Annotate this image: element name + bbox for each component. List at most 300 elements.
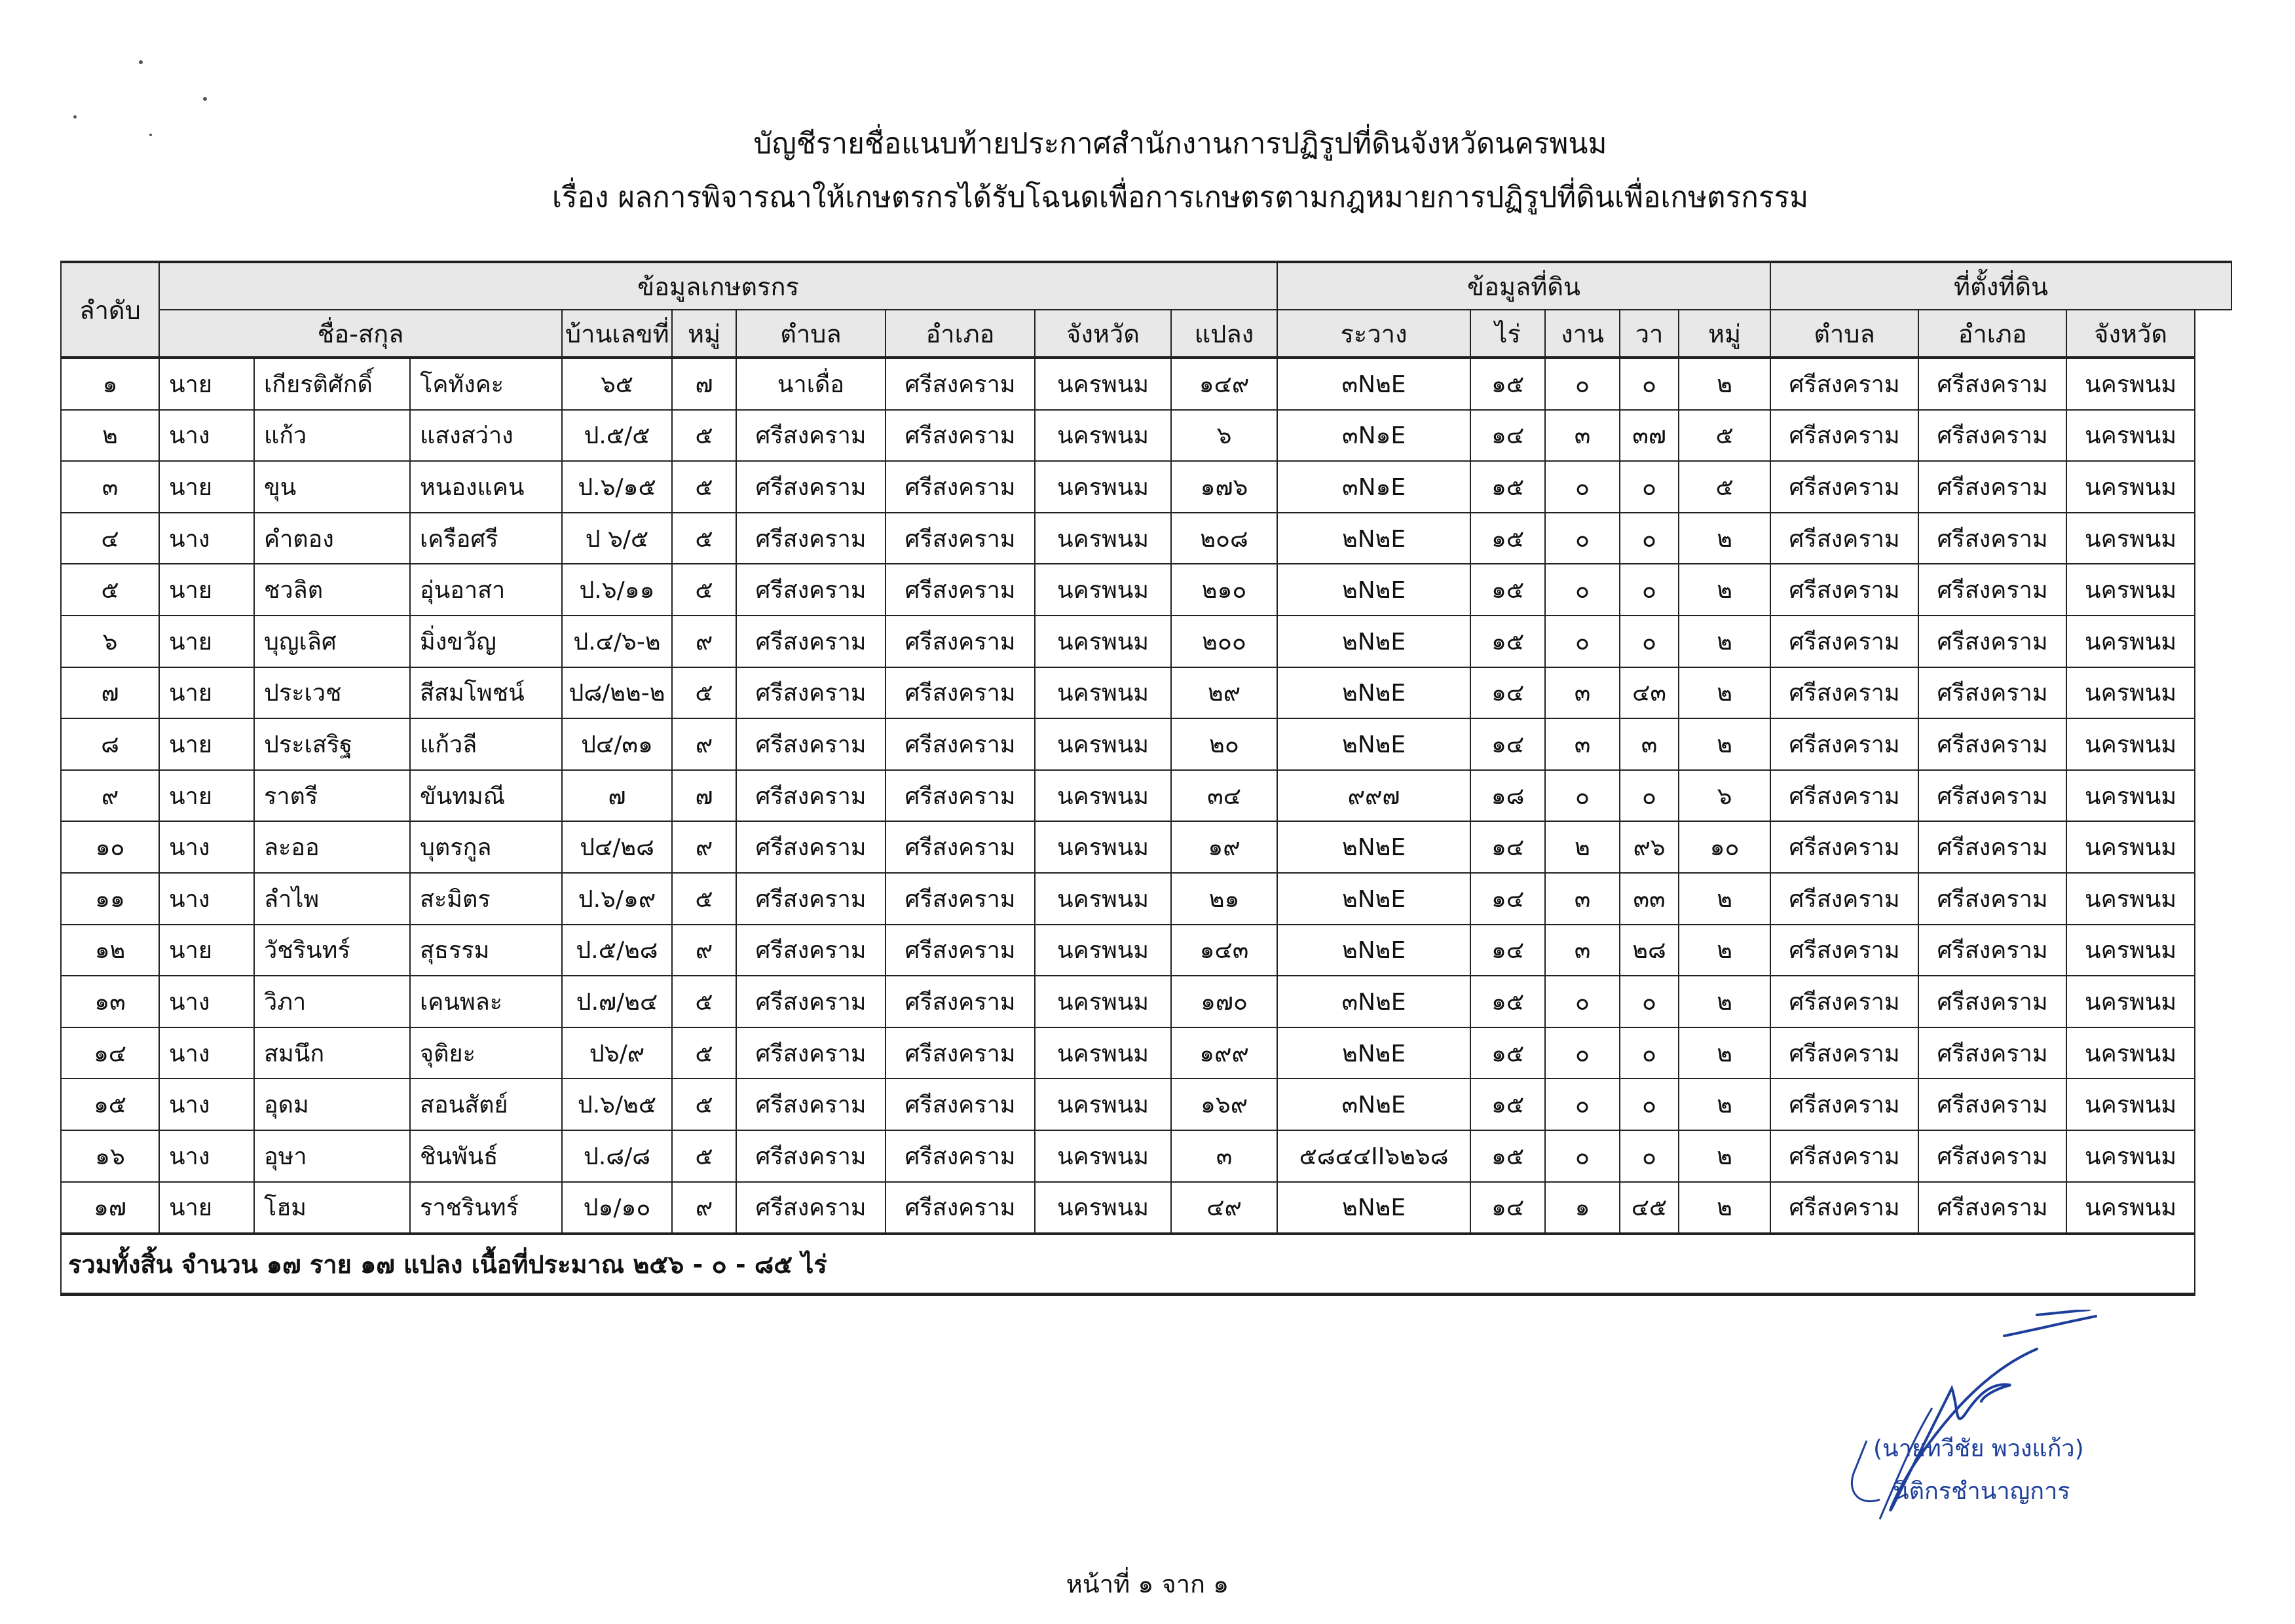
house-no-header: บ้านเลขที่ [562, 310, 672, 358]
rai-cell: ๑๕ [1470, 1079, 1545, 1130]
ngan-cell: ๓ [1545, 873, 1620, 925]
table-row [61, 513, 2231, 564]
moo-cell: ๕ [672, 1079, 736, 1130]
location-tambon-cell: ศรีสงคราม [1770, 410, 1918, 462]
moo-cell: ๙ [672, 616, 736, 667]
amphoe-cell: ศรีสงคราม [886, 616, 1035, 667]
map-sheet: ๒N๒E [1277, 925, 1470, 976]
house-number: ป.๖/๒๕ [562, 1079, 672, 1130]
last-name: บุตรกูล [410, 821, 562, 873]
wa-cell: ๐ [1620, 461, 1679, 513]
moo-cell: ๕ [672, 667, 736, 719]
ngan-header: งาน [1545, 310, 1620, 358]
moo-cell: ๙ [672, 1182, 736, 1234]
document-header [0, 124, 2295, 217]
map-sheet: ๒N๒E [1277, 718, 1470, 770]
rai-cell: ๑๕ [1470, 1027, 1545, 1079]
moo-cell: ๕ [672, 410, 736, 462]
table-row [61, 461, 2231, 513]
last-name: โคทังคะ [410, 358, 562, 410]
amphoe-cell: ศรีสงคราม [886, 718, 1035, 770]
amphoe-cell: ศรีสงคราม [886, 564, 1035, 616]
location-province-cell: นครพนม [2066, 925, 2195, 976]
location-tambon-cell: ศรีสงคราม [1770, 1027, 1918, 1079]
wa-cell: ๓ [1620, 718, 1679, 770]
province-cell: นครพนม [1035, 564, 1171, 616]
location-moo-header: หมู่ [1679, 310, 1770, 358]
map-sheet: ๒N๒E [1277, 513, 1470, 564]
last-name: เครือศรี [410, 513, 562, 564]
location-amphoe-cell: ศรีสงคราม [1918, 461, 2066, 513]
location-province-cell: นครพนม [2066, 1027, 2195, 1079]
first-name: ละออ [254, 821, 410, 873]
land-location-header: ที่ตั้งที่ดิน [1770, 262, 2231, 310]
table-row [61, 564, 2231, 616]
house-number: ๗ [562, 770, 672, 822]
tambon-cell: ศรีสงคราม [736, 410, 886, 462]
location-amphoe-cell: ศรีสงคราม [1918, 1182, 2066, 1234]
name-title: นาย [159, 1182, 254, 1234]
row-number: ๑๒ [61, 925, 159, 976]
wa-cell: ๐ [1620, 1027, 1679, 1079]
province-cell: นครพนม [1035, 1130, 1171, 1182]
row-number: ๙ [61, 770, 159, 822]
location-amphoe-cell: ศรีสงคราม [1918, 976, 2066, 1027]
name-title: นาง [159, 1130, 254, 1182]
last-name: มิ่งขวัญ [410, 616, 562, 667]
moo-cell: ๕ [672, 1027, 736, 1079]
last-name: สะมิตร [410, 873, 562, 925]
province-cell: นครพนม [1035, 461, 1171, 513]
ngan-cell: ๓ [1545, 718, 1620, 770]
ngan-cell: ๑ [1545, 1182, 1620, 1234]
first-name: ราตรี [254, 770, 410, 822]
location-moo-cell: ๒ [1679, 976, 1770, 1027]
house-number: ป.๖/๑๕ [562, 461, 672, 513]
row-number: ๑ [61, 358, 159, 410]
location-province-cell: นครพนม [2066, 1130, 2195, 1182]
house-number: ป.๗/๒๔ [562, 976, 672, 1027]
last-name: ชินพันธ์ [410, 1130, 562, 1182]
row-number: ๘ [61, 718, 159, 770]
location-moo-cell: ๒ [1679, 1130, 1770, 1182]
sheet-header: ระวาง [1277, 310, 1470, 358]
wa-cell: ๐ [1620, 616, 1679, 667]
rai-cell: ๑๕ [1470, 1130, 1545, 1182]
first-name: ชวลิต [254, 564, 410, 616]
first-name: แก้ว [254, 410, 410, 462]
plot-number: ๒๐๐ [1171, 616, 1277, 667]
plot-number: ๑๙ [1171, 821, 1277, 873]
moo-cell: ๙ [672, 925, 736, 976]
row-number: ๔ [61, 513, 159, 564]
ngan-cell: ๐ [1545, 770, 1620, 822]
house-number: ป.๔/๖-๒ [562, 616, 672, 667]
location-amphoe-cell: ศรีสงคราม [1918, 1130, 2066, 1182]
first-name: ขุน [254, 461, 410, 513]
amphoe-header: อำเภอ [886, 310, 1035, 358]
amphoe-cell: ศรีสงคราม [886, 461, 1035, 513]
wa-cell: ๐ [1620, 1130, 1679, 1182]
location-province-cell: นครพนม [2066, 873, 2195, 925]
first-name: คำตอง [254, 513, 410, 564]
location-province-cell: นครพนม [2066, 513, 2195, 564]
name-title: นาง [159, 1027, 254, 1079]
location-province-cell: นครพนม [2066, 976, 2195, 1027]
amphoe-cell: ศรีสงคราม [886, 821, 1035, 873]
map-sheet: ๓N๒E [1277, 358, 1470, 410]
ngan-cell: ๐ [1545, 616, 1620, 667]
location-moo-cell: ๑๐ [1679, 821, 1770, 873]
tambon-header: ตำบล [736, 310, 886, 358]
amphoe-cell: ศรีสงคราม [886, 410, 1035, 462]
wa-cell: ๐ [1620, 1079, 1679, 1130]
table-row [61, 925, 2231, 976]
location-amphoe-cell: ศรีสงคราม [1918, 718, 2066, 770]
house-number: ป.๕/๒๘ [562, 925, 672, 976]
rai-cell: ๑๕ [1470, 513, 1545, 564]
tambon-cell: ศรีสงคราม [736, 513, 886, 564]
ngan-cell: ๐ [1545, 1130, 1620, 1182]
name-title: นาย [159, 718, 254, 770]
moo-cell: ๕ [672, 873, 736, 925]
location-province-header: จังหวัด [2066, 310, 2195, 358]
house-number: ป๔/๒๘ [562, 821, 672, 873]
tambon-cell: ศรีสงคราม [736, 925, 886, 976]
rai-cell: ๑๔ [1470, 1182, 1545, 1234]
total-summary: รวมทั้งสิ้น จำนวน ๑๗ ราย ๑๗ แปลง เนื้อที่ประมาณ ๒๕๖ - ๐ - ๘๕ ไร่ [61, 1234, 2195, 1295]
house-number: ป ๖/๕ [562, 513, 672, 564]
location-amphoe-cell: ศรีสงคราม [1918, 564, 2066, 616]
page-number: หน้าที่ ๑ จาก ๑ [1066, 1570, 1229, 1598]
tambon-cell: ศรีสงคราม [736, 564, 886, 616]
rai-cell: ๑๔ [1470, 718, 1545, 770]
location-amphoe-cell: ศรีสงคราม [1918, 410, 2066, 462]
tambon-cell: นาเดื่อ [736, 358, 886, 410]
row-number: ๑๗ [61, 1182, 159, 1234]
rai-cell: ๑๘ [1470, 770, 1545, 822]
amphoe-cell: ศรีสงคราม [886, 1079, 1035, 1130]
tambon-cell: ศรีสงคราม [736, 770, 886, 822]
moo-header: หมู่ [672, 310, 736, 358]
tambon-cell: ศรีสงคราม [736, 1130, 886, 1182]
location-moo-cell: ๒ [1679, 925, 1770, 976]
wa-cell: ๒๘ [1620, 925, 1679, 976]
name-title: นาง [159, 1079, 254, 1130]
rai-header: ไร่ [1470, 310, 1545, 358]
name-title: นาง [159, 873, 254, 925]
tambon-cell: ศรีสงคราม [736, 1027, 886, 1079]
province-cell: นครพนม [1035, 770, 1171, 822]
location-amphoe-cell: ศรีสงคราม [1918, 770, 2066, 822]
plot-number: ๑๔๓ [1171, 925, 1277, 976]
moo-cell: ๙ [672, 718, 736, 770]
location-amphoe-cell: ศรีสงคราม [1918, 821, 2066, 873]
province-cell: นครพนม [1035, 976, 1171, 1027]
location-amphoe-cell: ศรีสงคราม [1918, 925, 2066, 976]
map-sheet: ๙๙๗ [1277, 770, 1470, 822]
amphoe-cell: ศรีสงคราม [886, 1130, 1035, 1182]
location-moo-cell: ๖ [1679, 770, 1770, 822]
location-moo-cell: ๒ [1679, 616, 1770, 667]
first-name: ประเวช [254, 667, 410, 719]
rai-cell: ๑๕ [1470, 564, 1545, 616]
table-row [61, 718, 2231, 770]
location-province-cell: นครพนม [2066, 461, 2195, 513]
last-name: ราชรินทร์ [410, 1182, 562, 1234]
province-cell: นครพนม [1035, 513, 1171, 564]
location-tambon-cell: ศรีสงคราม [1770, 564, 1918, 616]
name-title: นาง [159, 976, 254, 1027]
first-name: โฮม [254, 1182, 410, 1234]
location-tambon-cell: ศรีสงคราม [1770, 718, 1918, 770]
location-tambon-cell: ศรีสงคราม [1770, 1130, 1918, 1182]
table-row [61, 770, 2231, 822]
province-cell: นครพนม [1035, 821, 1171, 873]
location-moo-cell: ๒ [1679, 873, 1770, 925]
province-cell: นครพนม [1035, 925, 1171, 976]
location-province-cell: นครพนม [2066, 616, 2195, 667]
tambon-cell: ศรีสงคราม [736, 1182, 886, 1234]
name-title: นาย [159, 358, 254, 410]
first-name: สมนึก [254, 1027, 410, 1079]
first-name: ลำไพ [254, 873, 410, 925]
scan-speck [139, 60, 143, 64]
map-sheet: ๒N๒E [1277, 616, 1470, 667]
house-number: ป๖/๙ [562, 1027, 672, 1079]
map-sheet: ๕๘๔๔II๖๒๖๘ [1277, 1130, 1470, 1182]
last-name: จุติยะ [410, 1027, 562, 1079]
province-cell: นครพนม [1035, 873, 1171, 925]
last-name: สอนสัตย์ [410, 1079, 562, 1130]
tambon-cell: ศรีสงคราม [736, 873, 886, 925]
table-row [61, 667, 2231, 719]
document-subject: เรื่อง ผลการพิจารณาให้เกษตรกรได้รับโฉนดเพื่อการเกษตรตามกฎหมายการปฏิรูปที่ดินเพื่อเกษตรกรรม [551, 181, 1809, 214]
plot-number: ๒๙ [1171, 667, 1277, 719]
table-header [61, 262, 2231, 358]
tambon-cell: ศรีสงคราม [736, 461, 886, 513]
last-name: สุธรรม [410, 925, 562, 976]
name-title: นาย [159, 667, 254, 719]
map-sheet: ๒N๒E [1277, 667, 1470, 719]
wa-cell: ๐ [1620, 358, 1679, 410]
location-moo-cell: ๕ [1679, 461, 1770, 513]
name-title: นาย [159, 461, 254, 513]
moo-cell: ๕ [672, 461, 736, 513]
map-sheet: ๒N๒E [1277, 821, 1470, 873]
row-number: ๗ [61, 667, 159, 719]
ngan-cell: ๐ [1545, 1079, 1620, 1130]
map-sheet: ๓N๑E [1277, 461, 1470, 513]
table-row [61, 873, 2231, 925]
ngan-cell: ๐ [1545, 564, 1620, 616]
first-name: วิภา [254, 976, 410, 1027]
amphoe-cell: ศรีสงคราม [886, 925, 1035, 976]
plot-number: ๒๐ [1171, 718, 1277, 770]
location-tambon-cell: ศรีสงคราม [1770, 976, 1918, 1027]
location-moo-cell: ๒ [1679, 1027, 1770, 1079]
location-tambon-cell: ศรีสงคราม [1770, 513, 1918, 564]
map-sheet: ๒N๒E [1277, 1027, 1470, 1079]
row-number: ๒ [61, 410, 159, 462]
name-title: นาย [159, 564, 254, 616]
location-tambon-cell: ศรีสงคราม [1770, 770, 1918, 822]
ngan-cell: ๓ [1545, 925, 1620, 976]
rai-cell: ๑๔ [1470, 667, 1545, 719]
plot-number: ๒๐๘ [1171, 513, 1277, 564]
ngan-cell: ๐ [1545, 976, 1620, 1027]
last-name: เคนพละ [410, 976, 562, 1027]
location-province-cell: นครพนม [2066, 564, 2195, 616]
row-number: ๑๕ [61, 1079, 159, 1130]
tambon-cell: ศรีสงคราม [736, 976, 886, 1027]
table-row [61, 358, 2231, 410]
plot-number: ๑๔๙ [1171, 358, 1277, 410]
first-name: อุดม [254, 1079, 410, 1130]
plot-number: ๒๑๐ [1171, 564, 1277, 616]
amphoe-cell: ศรีสงคราม [886, 873, 1035, 925]
moo-cell: ๗ [672, 770, 736, 822]
plot-number: ๑๗๖ [1171, 461, 1277, 513]
location-tambon-cell: ศรีสงคราม [1770, 616, 1918, 667]
table-row [61, 1079, 2231, 1130]
location-province-cell: นครพนม [2066, 821, 2195, 873]
house-number: ป๔/๓๑ [562, 718, 672, 770]
table-row [61, 1130, 2231, 1182]
wa-cell: ๔๕ [1620, 1182, 1679, 1234]
ngan-cell: ๓ [1545, 667, 1620, 719]
name-title: นาย [159, 616, 254, 667]
row-number: ๑๔ [61, 1027, 159, 1079]
house-number: ป๑/๑๐ [562, 1182, 672, 1234]
wa-header: วา [1620, 310, 1679, 358]
wa-cell: ๐ [1620, 564, 1679, 616]
moo-cell: ๕ [672, 513, 736, 564]
location-amphoe-cell: ศรีสงคราม [1918, 1079, 2066, 1130]
first-name: วัชรินทร์ [254, 925, 410, 976]
house-number: ป.๘/๘ [562, 1130, 672, 1182]
last-name: ขันทมณี [410, 770, 562, 822]
moo-cell: ๕ [672, 564, 736, 616]
table-body [61, 358, 2231, 1295]
name-header: ชื่อ-สกุล [159, 310, 562, 358]
name-title: นาง [159, 410, 254, 462]
location-amphoe-cell: ศรีสงคราม [1918, 358, 2066, 410]
signatory-name: (นายทวีชัย พวงแก้ว) [1873, 1435, 2084, 1462]
row-number: ๑๓ [61, 976, 159, 1027]
rai-cell: ๑๕ [1470, 976, 1545, 1027]
location-moo-cell: ๒ [1679, 358, 1770, 410]
tambon-cell: ศรีสงคราม [736, 821, 886, 873]
farmer-info-header: ข้อมูลเกษตรกร [159, 262, 1277, 310]
province-cell: นครพนม [1035, 718, 1171, 770]
land-info-header: ข้อมูลที่ดิน [1277, 262, 1770, 310]
tambon-cell: ศรีสงคราม [736, 1079, 886, 1130]
rai-cell: ๑๔ [1470, 925, 1545, 976]
province-cell: นครพนม [1035, 616, 1171, 667]
location-tambon-cell: ศรีสงคราม [1770, 1182, 1918, 1234]
row-number: ๓ [61, 461, 159, 513]
table-row [61, 1182, 2231, 1234]
last-name: หนองแคน [410, 461, 562, 513]
map-sheet: ๓N๑E [1277, 410, 1470, 462]
location-tambon-cell: ศรีสงคราม [1770, 358, 1918, 410]
tambon-cell: ศรีสงคราม [736, 718, 886, 770]
total-row [61, 1234, 2231, 1295]
province-cell: นครพนม [1035, 1079, 1171, 1130]
location-moo-cell: ๒ [1679, 1079, 1770, 1130]
province-cell: นครพนม [1035, 1027, 1171, 1079]
order-header: ลำดับ [61, 262, 159, 358]
rai-cell: ๑๕ [1470, 461, 1545, 513]
name-title: นาย [159, 770, 254, 822]
last-name: แก้วลี [410, 718, 562, 770]
amphoe-cell: ศรีสงคราม [886, 667, 1035, 719]
house-number: ป๘/๒๒-๒ [562, 667, 672, 719]
location-tambon-cell: ศรีสงคราม [1770, 821, 1918, 873]
plot-number: ๑๖๙ [1171, 1079, 1277, 1130]
province-cell: นครพนม [1035, 410, 1171, 462]
rai-cell: ๑๕ [1470, 358, 1545, 410]
location-province-cell: นครพนม [2066, 718, 2195, 770]
row-number: ๕ [61, 564, 159, 616]
plot-number: ๑๙๙ [1171, 1027, 1277, 1079]
location-amphoe-cell: ศรีสงคราม [1918, 616, 2066, 667]
wa-cell: ๐ [1620, 513, 1679, 564]
scan-speck [203, 97, 207, 101]
ngan-cell: ๐ [1545, 461, 1620, 513]
ngan-cell: ๐ [1545, 358, 1620, 410]
plot-number: ๓ [1171, 1130, 1277, 1182]
location-tambon-header: ตำบล [1770, 310, 1918, 358]
table-row [61, 976, 2231, 1027]
amphoe-cell: ศรีสงคราม [886, 513, 1035, 564]
house-number: ๖๕ [562, 358, 672, 410]
location-province-cell: นครพนม [2066, 1079, 2195, 1130]
location-amphoe-cell: ศรีสงคราม [1918, 513, 2066, 564]
plot-number: ๒๑ [1171, 873, 1277, 925]
farmer-land-table [60, 261, 2232, 1296]
table-row [61, 616, 2231, 667]
wa-cell: ๐ [1620, 770, 1679, 822]
location-moo-cell: ๒ [1679, 564, 1770, 616]
plot-header: แปลง [1171, 310, 1277, 358]
table-row [61, 1027, 2231, 1079]
plot-number: ๓๔ [1171, 770, 1277, 822]
location-amphoe-cell: ศรีสงคราม [1918, 873, 2066, 925]
location-amphoe-cell: ศรีสงคราม [1918, 1027, 2066, 1079]
location-amphoe-header: อำเภอ [1918, 310, 2066, 358]
location-moo-cell: ๒ [1679, 513, 1770, 564]
name-title: นาง [159, 821, 254, 873]
rai-cell: ๑๔ [1470, 821, 1545, 873]
location-tambon-cell: ศรีสงคราม [1770, 1079, 1918, 1130]
map-sheet: ๒N๒E [1277, 873, 1470, 925]
moo-cell: ๗ [672, 358, 736, 410]
wa-cell: ๐ [1620, 976, 1679, 1027]
plot-number: ๑๗๐ [1171, 976, 1277, 1027]
row-number: ๑๐ [61, 821, 159, 873]
moo-cell: ๕ [672, 1130, 736, 1182]
row-number: ๑๑ [61, 873, 159, 925]
province-cell: นครพนม [1035, 358, 1171, 410]
location-amphoe-cell: ศรีสงคราม [1918, 667, 2066, 719]
plot-number: ๔๙ [1171, 1182, 1277, 1234]
amphoe-cell: ศรีสงคราม [886, 770, 1035, 822]
location-moo-cell: ๕ [1679, 410, 1770, 462]
scan-speck [73, 115, 77, 119]
table-row [61, 410, 2231, 462]
